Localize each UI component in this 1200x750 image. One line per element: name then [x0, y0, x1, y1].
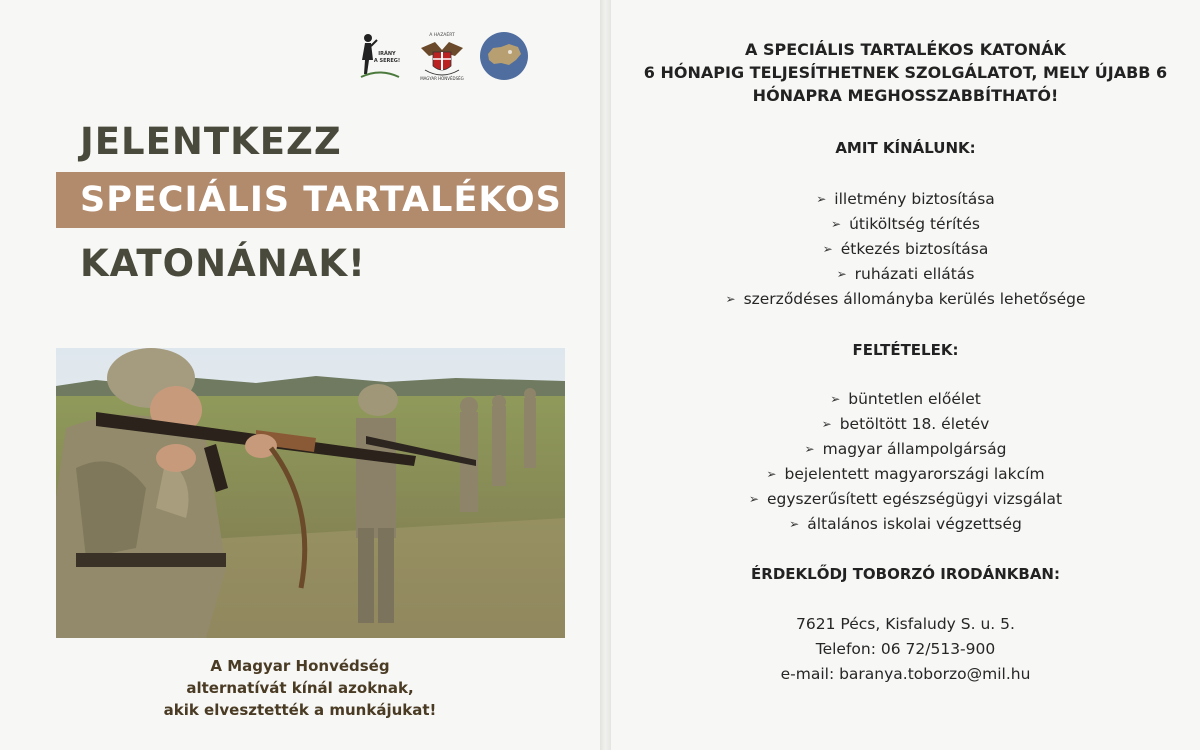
requirements-list	[611, 387, 1200, 537]
tagline-line: alternatívát kínál azoknak,	[186, 679, 414, 697]
contact-block	[611, 612, 1200, 687]
logo-row	[355, 30, 529, 82]
offer-list	[611, 187, 1200, 312]
arrow-bullet-icon: ➢	[821, 417, 832, 431]
arrow-bullet-icon: ➢	[789, 517, 800, 531]
intro-line: HÓNAPRA MEGHOSSZABBÍTHATÓ!	[752, 86, 1059, 105]
list-item: ➢ étkezés biztosítása	[611, 237, 1200, 262]
email[interactable]: e-mail: baranya.toborzo@mil.hu	[780, 665, 1031, 683]
headline-line-1: JELENTKEZZ	[80, 120, 342, 163]
list-item: ➢ magyar állampolgárság	[611, 437, 1200, 462]
list-item: ➢ betöltött 18. életév	[611, 412, 1200, 437]
intro-line: A SPECIÁLIS TARTALÉKOS KATONÁK	[745, 40, 1066, 59]
arrow-bullet-icon: ➢	[836, 267, 847, 281]
tagline-line: akik elvesztették a munkájukat!	[163, 701, 437, 719]
arrow-bullet-icon: ➢	[831, 217, 842, 231]
list-item: ➢ bejelentett magyarországi lakcím	[611, 462, 1200, 487]
page-fold	[600, 0, 611, 750]
list-item: ➢ egyszerűsített egészségügyi vizsgálat	[611, 487, 1200, 512]
address: 7621 Pécs, Kisfaludy S. u. 5.	[796, 615, 1015, 633]
honvedseg-emblem	[417, 30, 467, 82]
arrow-bullet-icon: ➢	[766, 467, 777, 481]
arrow-bullet-icon: ➢	[822, 242, 833, 256]
tagline-line: A Magyar Honvédség	[210, 657, 390, 675]
list-item: ➢ ruházati ellátás	[611, 262, 1200, 287]
requirements-heading: FELTÉTELEK:	[852, 341, 959, 359]
list-item: ➢ büntetlen előélet	[611, 387, 1200, 412]
right-page	[611, 0, 1200, 750]
intro-line: 6 HÓNAPIG TELJESÍTHETNEK SZOLGÁLATOT, MELY ÚJABB 6	[643, 63, 1168, 82]
list-item: ➢ általános iskolai végzettség	[611, 512, 1200, 537]
svg-text:A SEREG!: A SEREG!	[373, 58, 401, 64]
list-item: ➢ illetmény biztosítása	[611, 187, 1200, 212]
svg-text:A HAZAÉRT: A HAZAÉRT	[429, 33, 455, 38]
intro-heading	[611, 38, 1200, 107]
office-heading: ÉRDEKLŐDJ TOBORZÓ IRODÁNKBAN:	[751, 565, 1060, 583]
svg-text:MAGYAR HONVÉDSÉG: MAGYAR HONVÉDSÉG	[420, 76, 464, 81]
arrow-bullet-icon: ➢	[748, 492, 759, 506]
hungary-map-logo	[479, 30, 529, 82]
headline-line-3: KATONÁNAK!	[80, 242, 366, 285]
arrow-bullet-icon: ➢	[830, 392, 841, 406]
svg-text:IRÁNY: IRÁNY	[378, 51, 396, 57]
arrow-bullet-icon: ➢	[804, 442, 815, 456]
arrow-bullet-icon: ➢	[816, 192, 827, 206]
headline-line-2: SPECIÁLIS TARTALÉKOS	[80, 180, 562, 220]
arrow-bullet-icon: ➢	[725, 292, 736, 306]
irany-a-sereg-logo	[355, 30, 405, 82]
offer-heading: AMIT KÍNÁLUNK:	[835, 139, 976, 157]
tagline	[0, 655, 600, 721]
phone: Telefon: 06 72/513-900	[815, 640, 996, 658]
soldiers-photo	[56, 348, 565, 638]
list-item: ➢ szerződéses állományba kerülés lehetősége	[611, 287, 1200, 312]
list-item: ➢ útiköltség térítés	[611, 212, 1200, 237]
